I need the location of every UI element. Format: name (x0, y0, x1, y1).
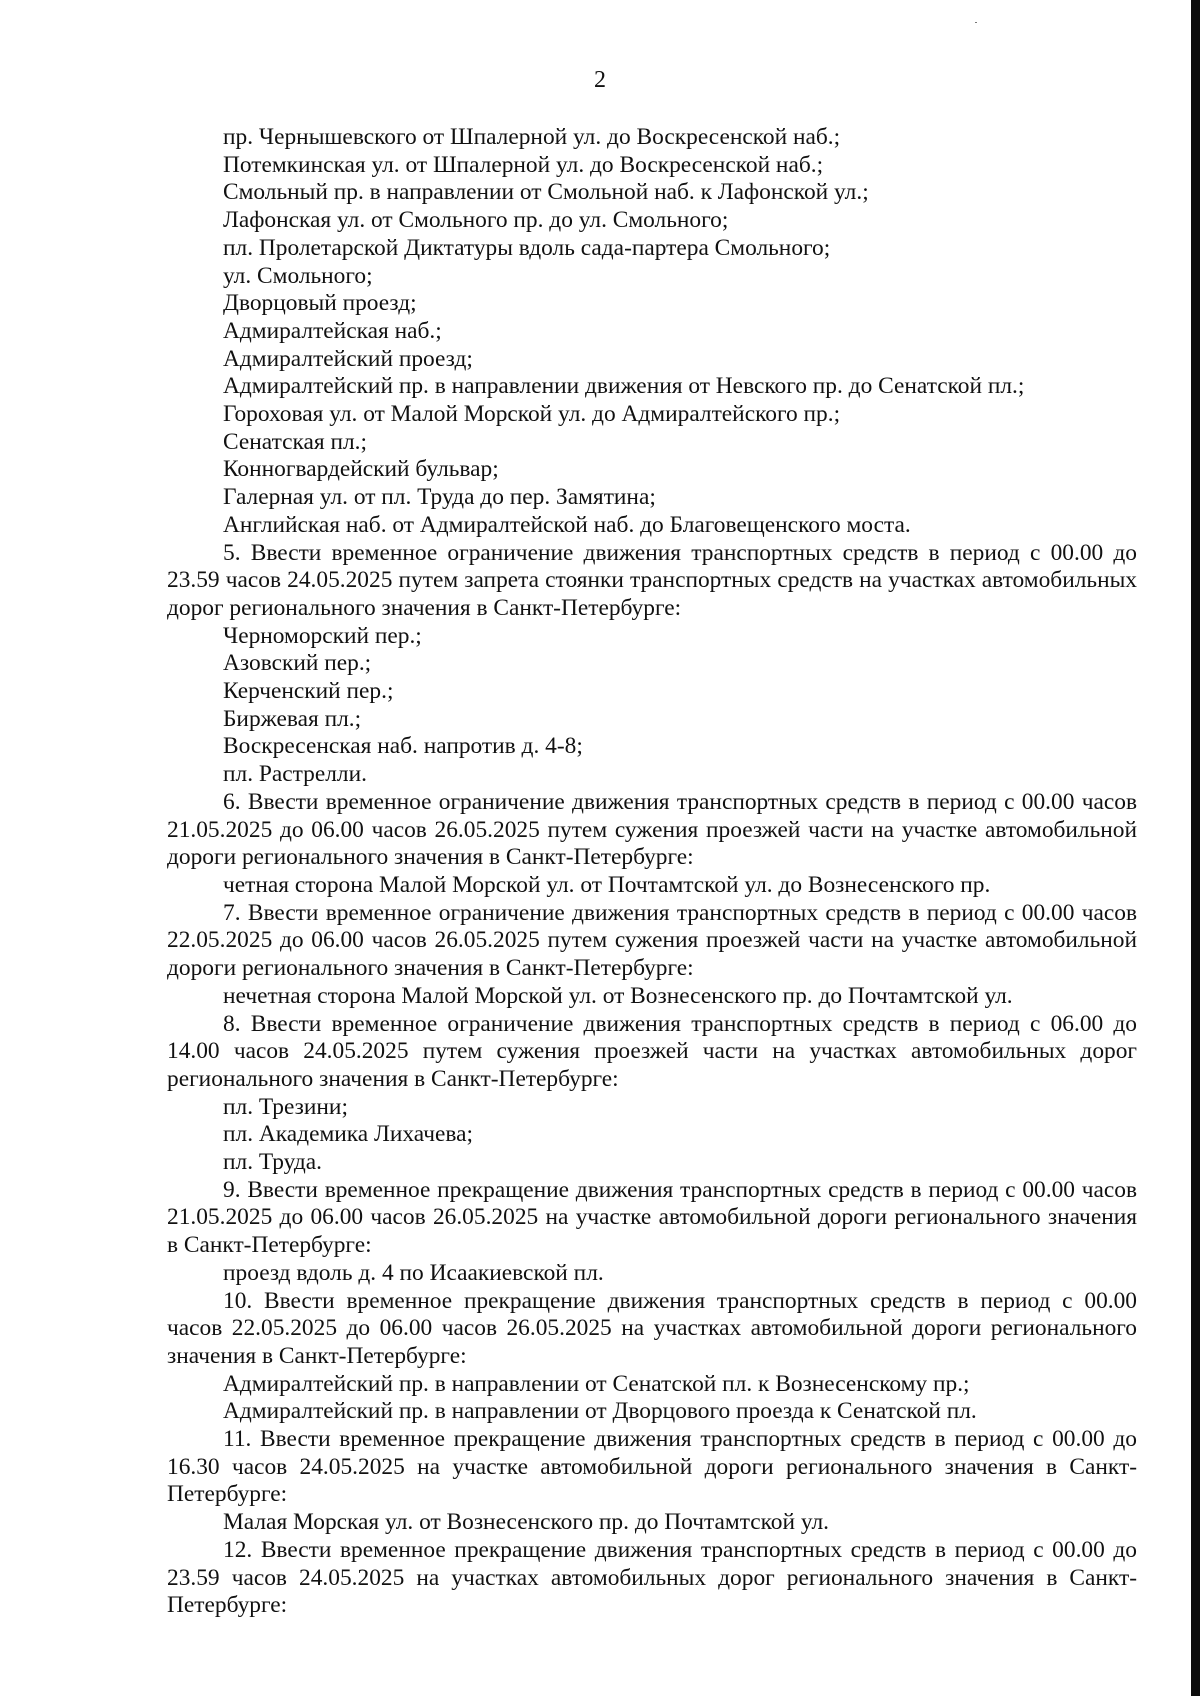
list-item: Дворцовый проезд; (223, 290, 417, 317)
paragraph-7: 7. Ввести временное ограничение движения транспортных средств в период с 00.00 часов 22.05.2025 до 06.00 часов 26.05.2025 путем сужения проезжей части на участке автомобильной дороги регионального значения в Санкт-Петербурге: (167, 899, 1137, 982)
list-item: Биржевая пл.; (223, 705, 362, 732)
list-item: Лафонская ул. от Смольного пр. до ул. Смольного; (223, 207, 729, 234)
page-number: 2 (594, 67, 606, 93)
paragraph-8: 8. Ввести временное ограничение движения транспортных средств в период с 06.00 до 14.00 часов 24.05.2025 путем сужения проезжей части на участках автомобильных дорог регионального значения в Санкт-Петербурге: (167, 1010, 1137, 1092)
paragraph-10: 10. Ввести временное прекращение движения транспортных средств в период с 00.00 часов 22.05.2025 до 06.00 часов 26.05.2025 на участках автомобильной дороги регионального значения в Санкт-Петербурге: (167, 1287, 1137, 1369)
list-item: пр. Чернышевского от Шпалерной ул. до Воскресенской наб.; (223, 124, 841, 150)
list-item: нечетная сторона Малой Морской ул. от Вознесенского пр. до Почтамтской ул. (223, 982, 1013, 1009)
scan-edge-shadow (1191, 0, 1200, 1696)
list-item: Галерная ул. от пл. Труда до пер. Замятина; (223, 484, 656, 511)
list-item: Воскресенская наб. напротив д. 4-8; (223, 733, 583, 760)
list-item: Адмиралтейский проезд; (223, 345, 473, 372)
list-item: пл. Пролетарской Диктатуры вдоль сада-партера Смольного; (223, 234, 831, 261)
paragraph-9: 9. Ввести временное прекращение движения транспортных средств в период с 00.00 часов 21.05.2025 до 06.00 часов 26.05.2025 на участке автомобильной дороги регионального значения в Санкт-Петербурге: (167, 1176, 1137, 1259)
list-item: четная сторона Малой Морской ул. от Почтамтской ул. до Вознесенского пр. (223, 871, 991, 898)
list-item: ул. Смольного; (223, 262, 373, 289)
list-item: Адмиралтейский пр. в направлении от Дворцового проезда к Сенатской пл. (223, 1398, 977, 1425)
list-item: Конногвардейский бульвар; (223, 456, 499, 483)
list-item: пл. Растрелли. (223, 761, 367, 788)
list-item: проезд вдоль д. 4 по Исаакиевской пл. (223, 1259, 604, 1286)
paragraph-12: 12. Ввести временное прекращение движения транспортных средств в период с 00.00 до 23.59 часов 24.05.2025 на участках автомобильных дорог регионального значения в Санкт-Петербурге: (167, 1536, 1137, 1619)
paragraph-5: 5. Ввести временное ограничение движения транспортных средств в период с 00.00 до 23.59 часов 24.05.2025 путем запрета стоянки транспортных средств на участках автомобильных дорог регионального значения в Санкт-Петербурге: (167, 539, 1137, 621)
list-item: Азовский пер.; (223, 650, 372, 677)
list-item: Смольный пр. в направлении от Смольной наб. к Лафонской ул.; (223, 179, 869, 206)
document-body (167, 124, 1137, 1620)
list-item: Керченский пер.; (223, 678, 394, 705)
scan-speck (975, 22, 977, 23)
list-item: Гороховая ул. от Малой Морской ул. до Адмиралтейского пр.; (223, 401, 841, 428)
paragraph-11: 11. Ввести временное прекращение движения транспортных средств в период с 00.00 до 16.30 часов 24.05.2025 на участке автомобильной дороги регионального значения в Санкт-Петербурге: (167, 1426, 1137, 1508)
list-item: пл. Академика Лихачева; (223, 1121, 473, 1148)
list-item: Английская наб. от Адмиралтейской наб. до Благовещенского моста. (223, 511, 911, 538)
paragraph-6: 6. Ввести временное ограничение движения транспортных средств в период с 00.00 часов 21.05.2025 до 06.00 часов 26.05.2025 путем сужения проезжей части на участке автомобильной дороги регионального значения в Санкт-Петербурге: (167, 788, 1137, 871)
list-item: Малая Морская ул. от Вознесенского пр. до Почтамтской ул. (223, 1509, 830, 1536)
list-item: пл. Трезини; (223, 1093, 348, 1120)
list-item: Адмиралтейская наб.; (223, 317, 442, 344)
list-item: Черноморский пер.; (223, 622, 422, 649)
list-item: пл. Труда. (223, 1149, 323, 1176)
list-item: Адмиралтейский пр. в направлении от Сенатской пл. к Вознесенскому пр.; (223, 1370, 970, 1397)
list-item: Потемкинская ул. от Шпалерной ул. до Воскресенской наб.; (223, 151, 824, 178)
list-item: Сенатская пл.; (223, 428, 367, 455)
list-item: Адмиралтейский пр. в направлении движения от Невского пр. до Сенатской пл.; (223, 373, 1025, 400)
